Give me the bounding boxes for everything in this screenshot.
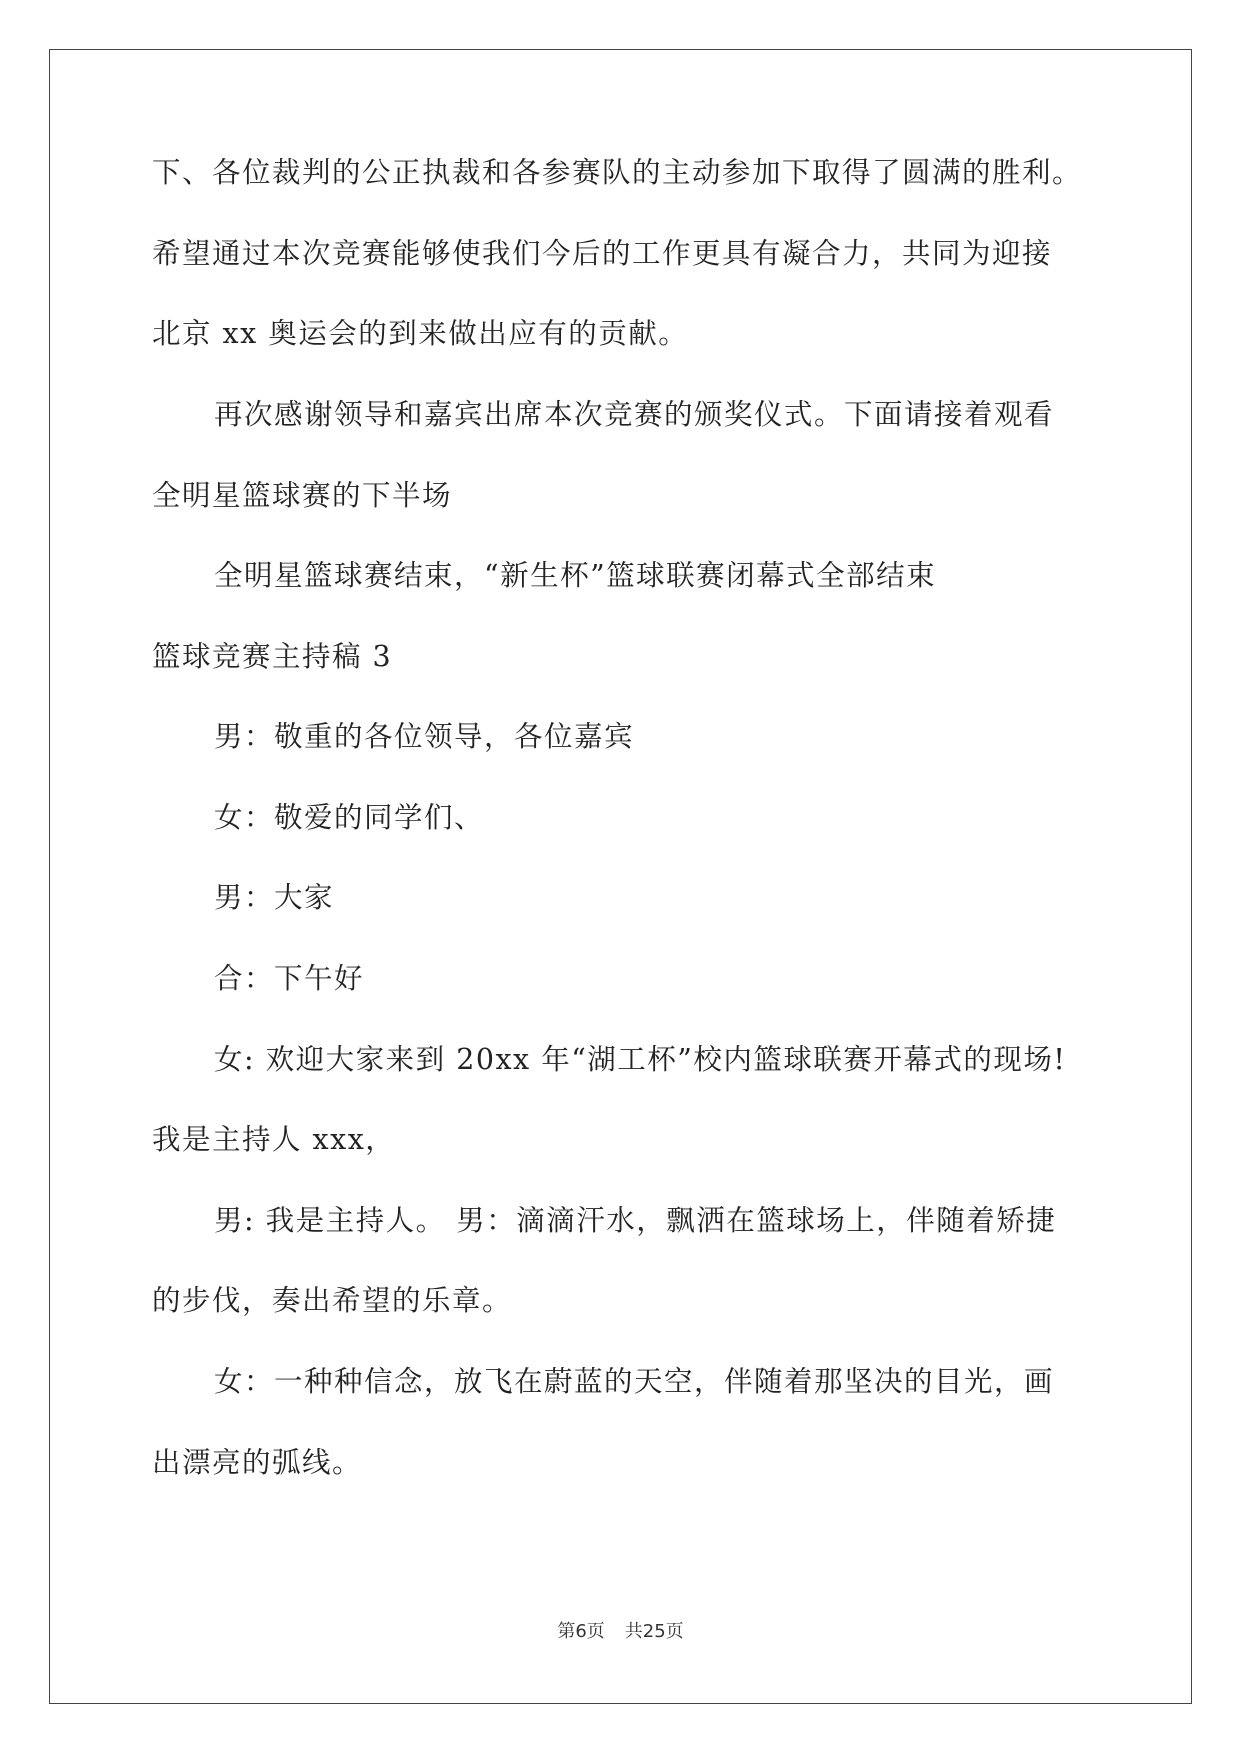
text-line-9: 女：敬爱的同学们、 xyxy=(214,801,485,834)
footer-page-current: 6 xyxy=(575,1621,587,1642)
page-footer xyxy=(0,1620,1241,1644)
text-line-14: 男: 我是主持人。 男：滴滴汗水，飘洒在篮球场上，伴随着矫捷 xyxy=(214,1204,1057,1237)
text-line-11: 合：下午好 xyxy=(214,962,365,995)
text-line-17: 出漂亮的弧线。 xyxy=(152,1446,363,1479)
footer-total-prefix: 共 xyxy=(624,1621,643,1642)
text-line-2: 希望通过本次竞赛能够使我们今后的工作更具有凝合力，共同为迎接 xyxy=(152,237,1053,270)
text-line-10: 男：大家 xyxy=(214,881,335,914)
footer-page-suffix: 页 xyxy=(586,1621,605,1642)
footer-page-prefix: 第 xyxy=(557,1621,576,1642)
footer-total-pages: 25 xyxy=(642,1621,666,1642)
text-line-6: 全明星篮球赛结束，“新生杯”篮球联赛闭幕式全部结束 xyxy=(214,559,937,592)
text-line-5: 全明星篮球赛的下半场 xyxy=(152,479,453,512)
text-line-15: 的步伐，奏出希望的乐章。 xyxy=(152,1284,513,1317)
text-line-13: 我是主持人 xxx， xyxy=(152,1123,396,1156)
text-line-1: 下、各位裁判的公正执裁和各参赛队的主动参加下取得了圆满的胜利。 xyxy=(152,156,1083,189)
text-line-4: 再次感谢领导和嘉宾出席本次竞赛的颁奖仪式。下面请接着观看 xyxy=(214,398,1055,431)
section-heading: 篮球竞赛主持稿 3 xyxy=(152,640,393,673)
text-line-12: 女: 欢迎大家来到 20xx 年“湖工杯”校内篮球联赛开幕式的现场! xyxy=(214,1043,1067,1076)
footer-total-suffix: 页 xyxy=(665,1621,684,1642)
text-line-16: 女：一种种信念，放飞在蔚蓝的天空，伴随着那坚决的目光，画 xyxy=(214,1365,1055,1398)
text-line-8: 男：敬重的各位领导，各位嘉宾 xyxy=(214,720,635,753)
text-line-3: 北京 xx 奥运会的到来做出应有的贡献。 xyxy=(152,317,689,350)
